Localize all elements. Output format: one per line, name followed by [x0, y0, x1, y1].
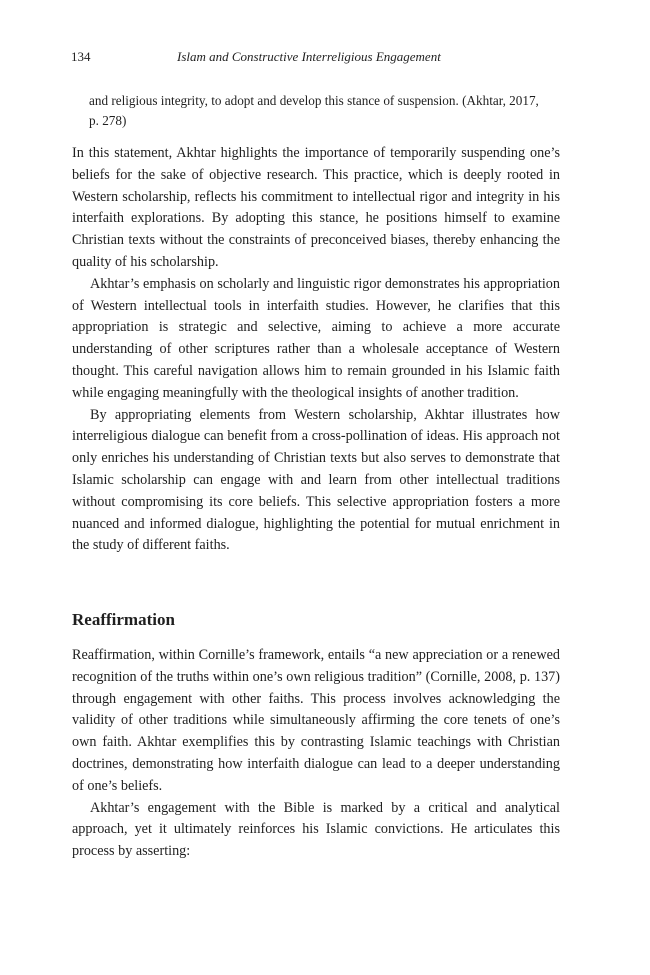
section-heading: Reaffirmation — [72, 610, 175, 629]
paragraph: Akhtar’s engagement with the Bible is marked by a critical and analytical approach, yet it ultimately reinforces his Islamic convictions. He articulates this process by asserting: — [72, 799, 560, 860]
section-body-2 — [72, 645, 560, 863]
page-number: 134 — [71, 49, 91, 64]
running-head — [71, 48, 561, 66]
section-body-1 — [72, 143, 560, 557]
running-title: Islam and Constructive Interreligious Engagement — [177, 49, 441, 64]
paragraph: By appropriating elements from Western scholarship, Akhtar illustrates how interreligious dialogue can benefit from a cross-pollination of ideas. His approach not only enriches his understanding of Christian texts but also serves to demonstrate that Islamic scholarship can engage with and learn from other intellectual traditions without compromising its core beliefs. This selective appropriation fosters a more nuanced and informed dialogue, highlighting the potential for mutual enrichment in the study of different faiths. — [72, 406, 560, 554]
paragraph: In this statement, Akhtar highlights the importance of temporarily suspending one’s beliefs for the sake of objective research. This practice, which is deeply rooted in Western scholarship, reflects his commitment to intellectual rigor and integrity in his interfaith explorations. By adopting this stance, he positions himself to examine Christian texts without the constraints of preconceived biases, thereby enhancing the quality of his scholarship. — [72, 145, 560, 270]
block-quote: and religious integrity, to adopt and develop this stance of suspension. (Akhtar, 2017, p. 278) — [89, 93, 539, 128]
paragraph: Reaffirmation, within Cornille’s framework, entails “a new appreciation or a renewed recognition of the truths within one’s own religious tradition” (Cornille, 2008, p. 137) through engagement with other faiths. This process involves acknowledging the validity of other traditions while simultaneously affirming the core tenets of one’s own faith. Akhtar exemplifies this by contrasting Islamic teachings with Christian doctrines, demonstrating how interfaith dialogue can lead to a deeper understanding of one’s beliefs. — [72, 647, 560, 794]
paragraph: Akhtar’s emphasis on scholarly and linguistic rigor demonstrates his appropriation of Western intellectual tools in interfaith studies. However, he clarifies that this appropriation is strategic and selective, aiming to achieve a more accurate understanding of other scriptures rather than a wholesale acceptance of Western thought. This careful navigation allows him to remain grounded in his Islamic faith while engaging meaningfully with the theological insights of another tradition. — [72, 275, 560, 401]
